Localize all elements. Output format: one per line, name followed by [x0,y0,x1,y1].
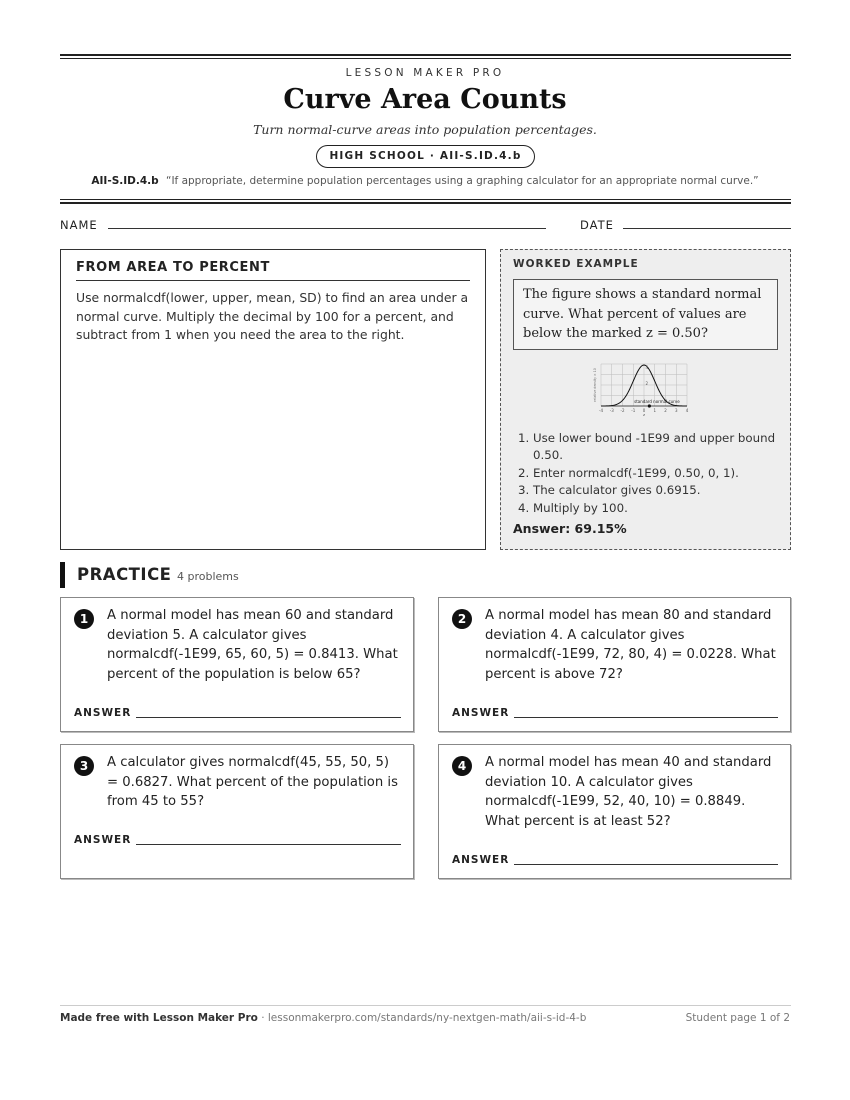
problem-card-1 [60,597,414,732]
intro-box [60,249,486,550]
problem-text: A normal model has mean 80 and standard deviation 4. A calculator gives normalcdf(-1E99, 72, 80, 4) = 0.0228. What percent is above 72? [485,608,776,682]
footer-separator: · [257,1012,268,1024]
answer-label: ANSWER [74,707,132,719]
problem-text: A normal model has mean 40 and standard deviation 10. A calculator gives normalcdf(-1E99, 52, 40, 10) = 0.8849. What percent is at least 52? [485,755,772,829]
top-rule [60,54,791,56]
problem-text: A normal model has mean 60 and standard deviation 5. A calculator gives normalcdf(-1E99, 65, 60, 5) = 0.8413. What percent of the population is below 65? [107,608,398,682]
x-tick-label: 4 [685,407,688,413]
y-tick-label: 4 [645,364,648,370]
intro-heading: FROM AREA TO PERCENT [76,260,470,281]
problem-text: A calculator gives normalcdf(45, 55, 50, 5) = 0.6827. What percent of the population is from 45 to 55? [107,755,398,809]
x-tick-label: 0 [642,407,645,413]
problem-number: 4 [452,756,472,776]
page-subtitle: Turn normal-curve areas into population percentages. [253,122,597,137]
worked-example-heading: WORKED EXAMPLE [513,258,639,270]
step-item: 1. Use lower bound -1E99 and upper bound 0.50. [533,430,778,465]
x-tick-label: 3 [674,407,678,413]
standard-code: AII-S.ID.4.b [91,175,159,187]
footer-url[interactable]: lessonmakerpro.com/standards/ny-nextgen-math/aii-s-id-4-b [267,1012,587,1024]
y-tick-label: 2 [645,380,648,386]
footer-page-number: Student page 1 of 2 [685,1012,790,1024]
marked-z-label: z [642,412,645,417]
standard-text: “If appropriate, determine population percentages using a graphing calculator for an appropriate normal curve.” [166,175,759,187]
normal-curve-graph [591,360,701,420]
answer-label: ANSWER [452,854,510,866]
problem-number: 1 [74,609,94,629]
answer-label: ANSWER [452,707,510,719]
step-item: 3. The calculator gives 0.6915. [533,482,778,500]
practice-accent-bar [60,562,65,588]
curve-label: standard normal curve [633,398,680,404]
problem-card-3 [60,744,414,879]
name-field[interactable] [108,228,546,229]
worked-example-answer: Answer: 69.15% [513,521,627,536]
problem-card-2 [438,597,791,732]
answer-field[interactable] [514,717,778,718]
step-item: 2. Enter normalcdf(-1E99, 0.50, 0, 1). [533,465,778,483]
practice-count: 4 problems [177,570,239,583]
standard-description [0,175,850,187]
worked-example-steps [513,430,778,518]
header-rule [60,202,791,204]
header-rule-thin [60,199,791,200]
footer-credit [60,1012,586,1024]
problem-number: 3 [74,756,94,776]
x-tick-label: 2 [663,407,667,413]
date-field[interactable] [623,228,791,229]
worked-example-box [500,249,791,550]
name-label: NAME [60,218,98,232]
page-title: Curve Area Counts [283,84,567,115]
marked-z-point [647,404,650,407]
top-rule-thin [60,58,791,59]
y-axis-label: relative density × 10 [592,367,597,402]
answer-field[interactable] [514,864,778,865]
footer-rule [60,1005,791,1006]
problem-card-4 [438,744,791,879]
answer-field[interactable] [136,717,401,718]
answer-field[interactable] [136,844,401,845]
x-tick-label: -4 [598,407,603,413]
problem-number: 2 [452,609,472,629]
x-tick-label: 1 [652,407,656,413]
date-label: DATE [580,218,614,232]
footer-made-with: Made free with Lesson Maker Pro [60,1012,258,1024]
step-item: 4. Multiply by 100. [533,500,778,518]
intro-body: Use normalcdf(lower, upper, mean, SD) to find an area under a normal curve. Multiply the decimal by 100 for a percent, and subtract from 1 when you need the area to the right. [76,290,469,342]
practice-title: PRACTICE [77,565,172,584]
worked-example-question: The figure shows a standard normal curve. What percent of values are below the marked z = 0.50? [513,279,778,350]
grade-standard-badge: HIGH SCHOOL · AII-S.ID.4.b [316,145,535,168]
x-tick-label: -1 [630,407,635,413]
brand-name: LESSON MAKER PRO [345,67,505,79]
x-tick-label: -3 [609,407,614,413]
answer-label: ANSWER [74,834,132,846]
x-tick-label: -2 [620,407,624,413]
